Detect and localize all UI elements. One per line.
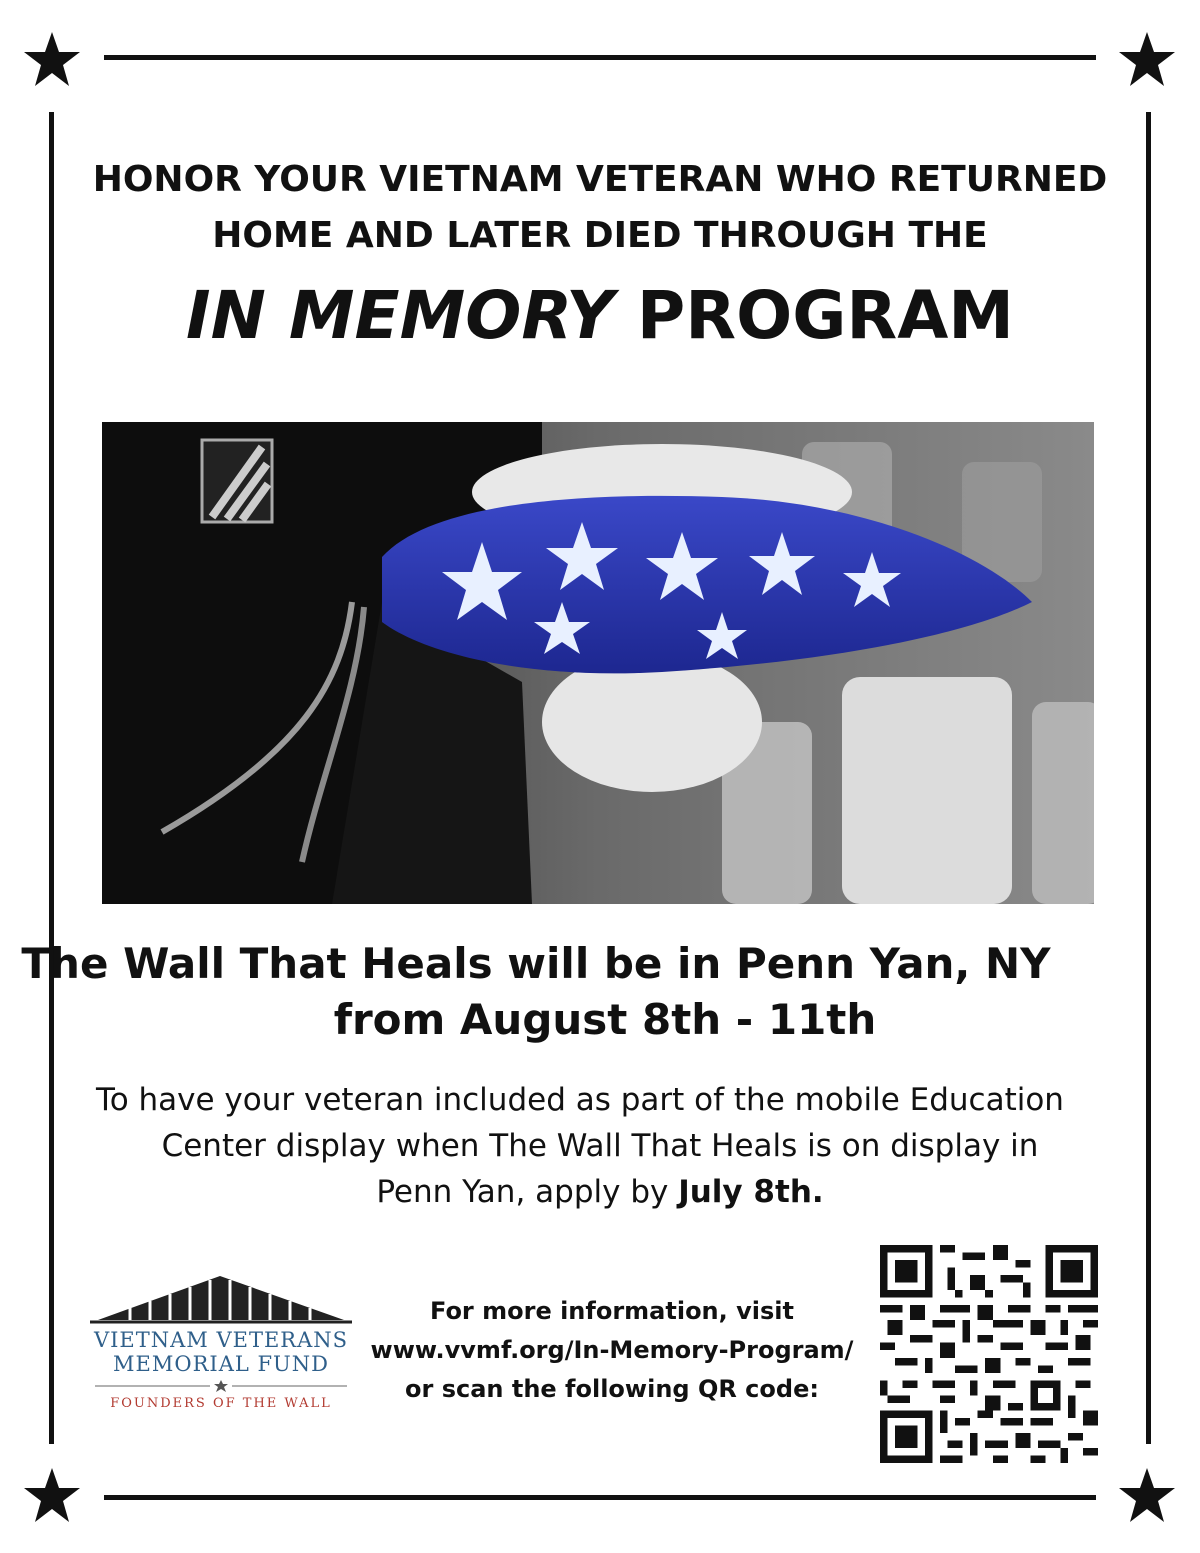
folded-flag-photo — [102, 422, 1094, 904]
apply-deadline: July 8th. — [678, 1174, 824, 1210]
program-title-rest: PROGRAM — [613, 277, 1014, 354]
info-url[interactable]: www.vvmf.org/In-Memory-Program/ — [370, 1336, 854, 1364]
info-line-3: or scan the following QR code: — [405, 1375, 819, 1403]
logo-tagline: FOUNDERS OF THE WALL — [110, 1396, 332, 1411]
logo-line-2: MEMORIAL FUND — [113, 1352, 329, 1376]
small-star-icon — [214, 1380, 228, 1392]
logo-line-1: VIETNAM VETERANS — [93, 1328, 349, 1352]
body-line-3-prefix: Penn Yan, apply by — [376, 1174, 679, 1210]
right-border-line — [1146, 112, 1151, 1444]
top-border-line — [104, 55, 1096, 60]
left-border-line — [49, 112, 54, 1444]
star-icon — [1117, 30, 1177, 90]
body-line-2: Center display when The Wall That Heals is on display in — [161, 1128, 1039, 1164]
body-line-1: To have your veteran included as part of the mobile Education — [96, 1082, 1064, 1118]
star-icon — [22, 1466, 82, 1526]
body-line-3 — [60, 1169, 1140, 1215]
vvmf-logo — [90, 1272, 352, 1422]
event-line-1: The Wall That Heals will be in Penn Yan, NY — [21, 939, 1051, 988]
logo-divider — [90, 1379, 352, 1393]
event-line-2: from August 8th - 11th — [333, 995, 877, 1044]
star-icon — [22, 30, 82, 90]
info-line-1: For more information, visit — [430, 1297, 794, 1325]
wall-logo-icon — [90, 1272, 352, 1328]
star-icon — [1117, 1466, 1177, 1526]
program-title-italic: IN MEMORY — [186, 277, 614, 354]
bottom-border-line — [104, 1495, 1096, 1500]
qr-code-icon[interactable] — [880, 1245, 1098, 1463]
headline-line-1: HONOR YOUR VIETNAM VETERAN WHO RETURNED — [92, 159, 1108, 200]
folded-flag-illustration — [102, 422, 1094, 904]
headline-line-2: HOME AND LATER DIED THROUGH THE — [212, 215, 988, 256]
program-title — [60, 274, 1140, 358]
